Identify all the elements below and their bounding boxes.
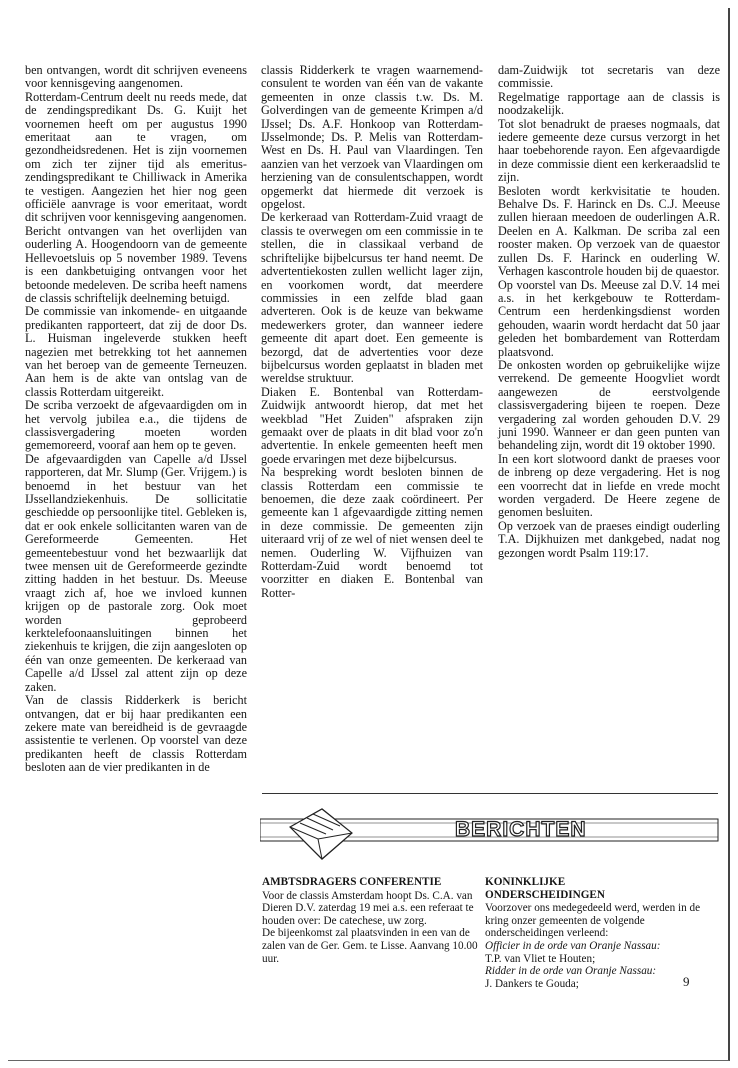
news-heading: AMBTSDRAGERS CONFERENTIE [262,876,442,888]
paragraph: De scriba verzoekt de afgevaardigden om in het vervolg jubilea e.a., die tijdens de classisvergadering moeten worden gememoreerd, vooraf aan hem op te geven. [25,398,247,453]
paragraph: De onkosten worden op gebruikelijke wijze verrekend. De gemeente Hoogvliet wordt aangewezen de eerstvolgende classisvergadering bijeen te roepen. Deze vergadering zal worden gehouden D.V. 29 juni 1990. Wanneer er dan geen punten van behandeling zijn, wordt dit 19 oktober 1990. [498,357,720,453]
news-paragraph: Voorzover ons medegedeeld werd, werden in de kring onzer gemeenten de volgende onderscheidingen verleend: [485,902,701,940]
news-heading [485,876,717,901]
paragraph: classis Ridderkerk te vragen waarnemend-consulent te worden van één van de vakante gemeenten in onze classis t.w. Ds. M. Golverdingen van de gemeente Krimpen a/d IJssel; Ds. A.F. Honkoop van Rotterdam-IJsselmonde; Ds. P. Melis van Rotterdam-West en Ds. H. Paul van Vlaardingen. Ten aanzien van het verzoek van Vlaardingen om herziening van de consulentschappen, wordt opgemerkt dat hiermede dit verzoek is opgelost. [261,63,483,212]
paragraph: Rotterdam-Centrum deelt nu reeds mede, dat de zendingspredikant Ds. G. Kuijt het voornemen heeft om per augustus 1990 emeritaat aan te vragen, om gezondheidsredenen. Het is zijn voornemen om zich ter zijner tijd als emeritus-zendingspredikant te Chilliwack in Amerika te vestigen. Aangezien het hier nog geen officiële aanvrage is voor emeritaat, wordt dit schrijven voor kennisgeving aangenomen. [25,89,247,225]
paragraph: Besloten wordt kerkvisitatie te houden. Behalve Ds. F. Harinck en Ds. C.J. Meeuse zullen hieraan meedoen de ouderlingen A.R. Deelen en A. Kalkman. De scriba zal een rooster maken. Op verzoek van de quaestor zullen Ds. F. Harinck en ouderling W. Verhagen kascontrole houden bij de quaestor. [498,183,720,279]
paragraph: ben ontvangen, wordt dit schrijven eveneens voor kennisgeving aangenomen. [25,63,247,91]
paragraph: Op verzoek van de praeses eindigt ouderling T.A. Dijkhuizen met dankgebed, nadat nog gezongen wordt Psalm 119:17. [498,518,720,560]
text-column-2 [261,64,483,600]
paragraph: Van de classis Ridderkerk is bericht ontvangen, dat er bij haar predikanten een zekere mate van bereidheid is de gevraagde assistentie te verlenen. Op voorstel van deze predikanten heeft de classis Rotterdam besloten aan de vier predikanten in de [25,693,247,775]
order-title: Officier in de orde van Oranje Nassau: [485,939,661,952]
section-divider [262,793,718,794]
paragraph: De kerkeraad van Rotterdam-Zuid vraagt de classis te overwegen om een commissie in te stellen, die in classikaal verband de schriftelijke bijbelcursus ter hand neemt. De advertentiekosten zullen wellicht lager zijn, en voorkomen wordt, dat meerdere commissies in een zelfde blad gaan adverteren. Ook is de keuze van bekwame medewerkers groter, dan wanneer iedere gemeente dit apart doet. Een gemeente is bezorgd, dat de advertenties voor deze bijbelcursus worden geplaatst in bladen met wereldse struktuur. [261,210,483,386]
news-paragraph: De bijeenkomst zal plaatsvinden in een van de zalen van de Ger. Gem. te Lisse. Aanvang 10.00 uur. [262,927,478,965]
paragraph: Diaken E. Bontenbal van Rotterdam-Zuidwijk antwoordt hierop, dat met het weekblad "Het Zuiden" afspraken zijn gemaakt over de plaats in dit blad voor zo'n advertentie. In enkele gemeenten heeft men goede ervaringen met deze bijbelcursus. [261,384,483,466]
paragraph: In een kort slotwoord dankt de praeses voor de inbreng op deze vergadering. Het is nog een voorrecht dat in liefde en vrede mocht worden vergaderd. De Heere zegene de genomen besluiten. [498,451,720,520]
paragraph: dam-Zuidwijk tot secretaris van deze commissie. [498,63,720,91]
paragraph: Na bespreking wordt besloten binnen de classis Rotterdam een commissie te benoemen, die deze zaak coördineert. Per gemeente kan 1 afgevaardigde zitting nemen in deze commissie. De gemeenten zijn uiteraard vrij of ze wel of niet wensen deel te nemen. Ouderling W. Vijfhuizen van Rotterdam-Zuid wordt benoemd tot voorzitter en diaken E. Bontenbal van Rotter- [261,465,483,600]
paragraph: De afgevaardigden van Capelle a/d IJssel rapporteren, dat Mr. Slump (Ger. Vrijgem.) is benoemd in het bestuur van het IJssellandziekenhuis. De sollicitatie geschiedde op persoonlijke titel. Gebleken is, dat er ook enkele sollicitanten waren van de Gereformeerde Gemeenten. Het gemeentebestuur vond het bezwaarlijk dat twee mensen uit de Gereformeerde gezindte zitting hadden in het bestuur. Ds. Meeuse vraagt zich af, hoe we invloed kunnen krijgen op de pastorale zorg. Ook moet worden geprobeerd kerktelefoonaansluitingen binnen het ziekenhuis te krijgen, die zijn aangesloten op één van onze gemeenten. De kerkeraad van Capelle a/d IJssel zal attent zijn op deze zaken. [25,451,247,694]
news-paragraph: Voor de classis Amsterdam hoopt Ds. C.A. van Dieren D.V. zaterdag 19 mei a.s. een referaat te houden over: De catechese, uw zorg. [262,889,474,927]
paragraph: Regelmatige rapportage aan de classis is noodzakelijk. [498,89,720,118]
news-item-conference [262,876,484,965]
news-heading-line: KONINKLIJKE [485,876,566,888]
paragraph: Bericht ontvangen van het overlijden van ouderling A. Hoogendoorn van de gemeente Hellevoetsluis op 5 november 1989. Tevens is een dankbetuiging ontvangen voor het betoonde medeleven. De scriba heeft namens de classis schriftelijk deelneming betuigd. [25,223,247,305]
text-column-1 [25,64,247,775]
text-column-3 [498,64,720,560]
banner-title: BERICHTEN [455,818,587,841]
news-heading-line: ONDERSCHEIDINGEN [485,888,605,901]
order-title: Ridder in de orde van Oranje Nassau: [485,965,657,978]
recipient: T.P. van Vliet te Houten; [485,952,596,965]
paragraph: De commissie van inkomende- en uitgaande predikanten rapporteert, dat zij de door Ds. L. Huisman ingeleverde stukken heeft nagezien met betrekking tot het aannemen van het beroep van de gemeente Terneuzen. Aan hem is de akte van ontslag van de classis Rotterdam uitgereikt. [25,304,247,399]
paragraph: Op voorstel van Ds. Meeuse zal D.V. 14 mei a.s. in het kerkgebouw te Rotterdam-Centrum een herdenkingsdienst worden gehouden, waarin wordt herdacht dat 50 jaar geleden het bombardement van Rotterdam plaatsvond. [498,277,720,359]
paragraph: Tot slot benadrukt de praeses nogmaals, dat iedere gemeente deze cursus verzorgt in het haar toebehorende rayon. Een afgevaardigde in deze commissie dient een kerkeraadslid te zijn. [498,116,720,185]
page-number: 9 [683,974,690,989]
recipient: J. Dankers te Gouda; [485,977,579,990]
